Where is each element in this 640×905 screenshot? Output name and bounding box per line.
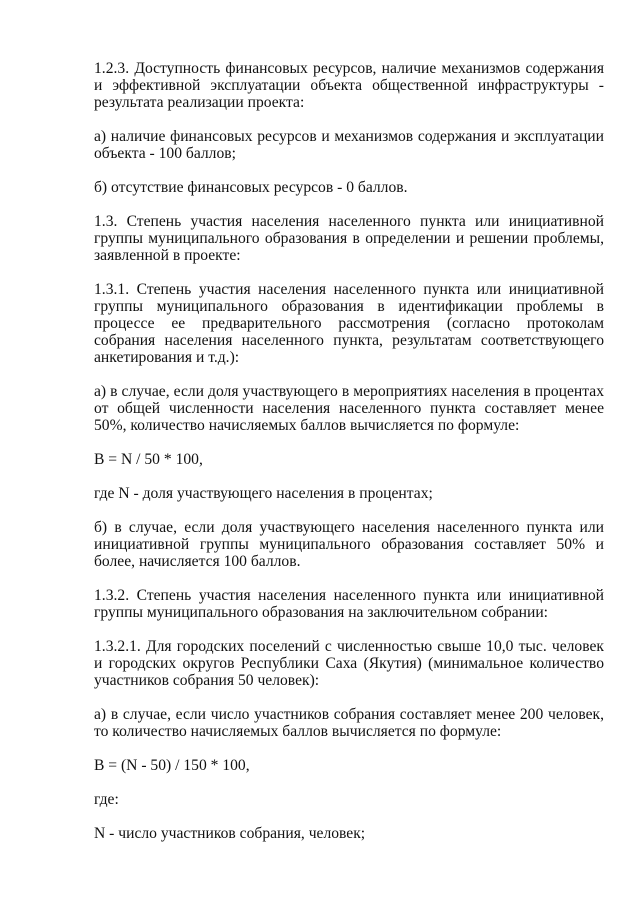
clause-1-3-1: 1.3.1. Степень участия населения населенного пункта или инициативной группы муниципального образования в идентификации проблемы в процессе ее предварительного рассмотрения (согласно протоколам собрания населения населенного пункта, результатам соответствующего анкетирования и т.д.): bbox=[94, 281, 604, 366]
clause-1-2-3-b: б) отсутствие финансовых ресурсов - 0 баллов. bbox=[94, 179, 408, 196]
clause-1-3: 1.3. Степень участия населения населенного пункта или инициативной группы муниципального образования в определении и решении проблемы, заявленной в проекте: bbox=[94, 213, 604, 264]
clause-1-3-1-a: а) в случае, если доля участвующего в мероприятиях населения в процентах от общей численности населения населенного пункта составляет менее 50%, количество начисляемых баллов вычисляется по формуле: bbox=[94, 383, 604, 434]
clause-1-2-3: 1.2.3. Доступность финансовых ресурсов, наличие механизмов содержания и эффективной эксплуатации объекта общественной инфраструктуры - результата реализации проекта: bbox=[94, 60, 604, 111]
clause-1-3-2: 1.3.2. Степень участия населения населенного пункта или инициативной группы муниципального образования на заключительном собрании: bbox=[94, 587, 604, 621]
formula-2-legend: N - число участников собрания, человек; bbox=[94, 825, 366, 842]
clause-1-2-3-a: а) наличие финансовых ресурсов и механизмов содержания и эксплуатации объекта - 100 баллов; bbox=[94, 128, 604, 162]
clause-1-3-1-b: б) в случае, если доля участвующего населения населенного пункта или инициативной группы муниципального образования составляет 50% и более, начисляется 100 баллов. bbox=[94, 519, 604, 570]
formula-2: B = (N - 50) / 150 * 100, bbox=[94, 757, 250, 774]
clause-1-3-2-1: 1.3.2.1. Для городских поселений с численностью свыше 10,0 тыс. человек и городских округов Республики Саха (Якутия) (минимальное количество участников собрания 50 человек): bbox=[94, 638, 604, 689]
clause-1-3-2-1-a: а) в случае, если число участников собрания составляет менее 200 человек, то количество начисляемых баллов вычисляется по формуле: bbox=[94, 706, 604, 740]
formula-1: B = N / 50 * 100, bbox=[94, 451, 203, 468]
formula-1-legend: где N - доля участвующего населения в процентах; bbox=[94, 485, 433, 502]
formula-2-where: где: bbox=[94, 791, 119, 808]
document-page bbox=[94, 60, 604, 859]
